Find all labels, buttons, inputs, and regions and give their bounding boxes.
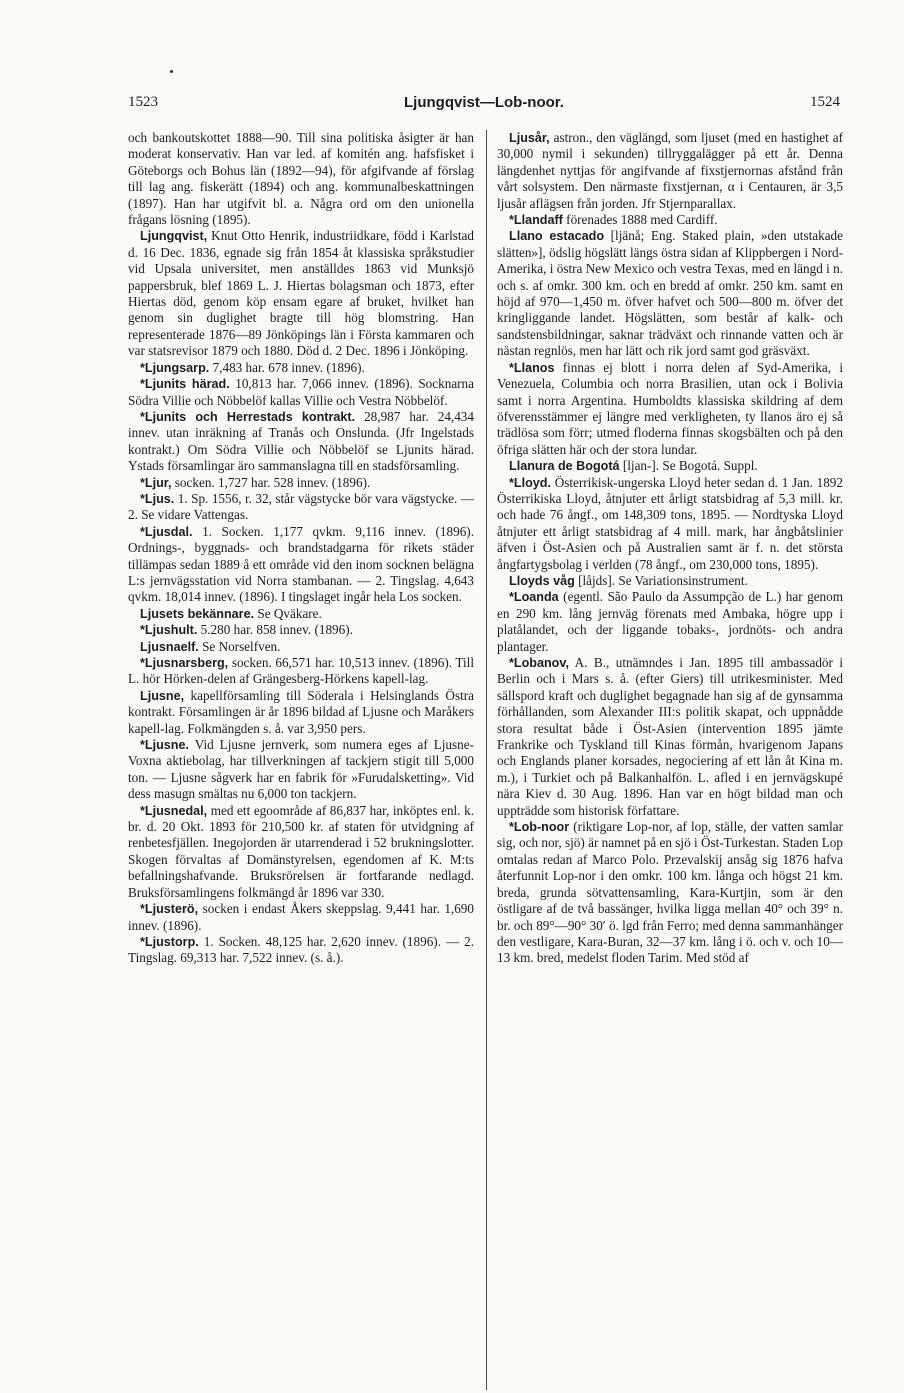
page-header [128, 94, 840, 114]
entry-headword: *Ljusdal. [140, 524, 193, 539]
dictionary-entry [128, 376, 474, 409]
entry-text: socken. 1,727 har. 528 innev. (1896). [171, 474, 371, 490]
page-number-left: 1523 [128, 94, 158, 110]
entry-text: [låjds]. Se Variationsinstrument. [574, 572, 748, 588]
dictionary-entry [128, 606, 474, 622]
dictionary-entry [128, 130, 474, 228]
entry-text: (egentl. São Paulo da Assumpção de L.) har genom en 290 km. lång jernväg förenats med Ambaka, högre upp i platålandet, och der liggande tobaks-, jordnöts- och andra plantager. [497, 589, 843, 654]
entry-headword: *Ljusnarsberg, [140, 656, 229, 670]
entry-text: 5.280 har. 858 innev. (1896). [197, 622, 353, 638]
entry-text: och bankoutskottet 1888—90. Till sina politiska åsigter är han moderat konservativ. Han var led. af komitén ang. hafsfisket i Göteborgs och Bohus län (1892—94), för afgifvande af förslag till lag ang. fiskerätt (1894) och ang. kommunalbeskattningen (1897). Han har utgifvit bl. a. Några ord om den unionella frågans lösning (1895). [128, 130, 474, 228]
dictionary-entry [497, 573, 843, 589]
entry-headword: *Ljustorp. [140, 934, 199, 949]
entry-headword: *Lob-noor [509, 820, 570, 835]
entry-headword: *Ljus. [140, 491, 175, 506]
entry-text: förenades 1888 med Cardiff. [562, 212, 718, 228]
dictionary-entry [128, 524, 474, 606]
entry-headword: Llanura de Bogotá [509, 459, 620, 474]
dictionary-entry [128, 622, 474, 638]
running-title: Ljungqvist—Lob-noor. [404, 94, 564, 111]
entry-text: kapellförsamling till Söderala i Helsinglands Östra kontrakt. Församlingen är år 1896 bildad af Ljusne och Maråkers kapell-lag. Folkmängden s. å. var 3,950 pers. [128, 687, 474, 736]
entry-headword: *Ljusne. [140, 738, 189, 753]
print-speck [170, 70, 173, 73]
entry-text: finnas ej blott i norra delen af Syd-Amerika, i Venezuela, Columbia och norra Brasilien, utan ock i Bolivia samt i norra Argentina. Humboldts klassiska skildring af dem öfverensstämmer ej längre med verkligheten, ty llanos äro ej så trädlösa som förr; utmed floderna finnas skogsbälten och på den öfriga slätten här och der stora lundar. [497, 359, 843, 457]
entry-headword: *Ljungsarp. [140, 360, 210, 375]
dictionary-entry [497, 228, 843, 359]
entry-headword: *Ljusnedal, [140, 803, 208, 818]
entry-text: socken i endast Åkers skeppslag. 9,441 har. 1,690 innev. (1896). [128, 901, 474, 933]
entry-headword: Ljungqvist, [140, 229, 208, 244]
entry-headword: Ljusnaelf. [140, 639, 199, 654]
entry-text: socken. 66,571 har. 10,513 innev. (1896). Till L. hör Hörken-delen af Grängesberg-Hörkens kapell-lag. [128, 655, 474, 687]
dictionary-entry [497, 655, 843, 819]
dictionary-entry [128, 360, 474, 376]
entry-headword: *Ljusterö, [140, 902, 199, 917]
entry-headword: Ljusets bekännare. [140, 606, 255, 621]
entry-text: (riktigare Lop-nor, af lop, ställe, der vatten samlar sig, och nor, sjö) är namnet på en sjö i Öst-Turkestan. Staden Lop omtalas redan af Marco Polo. Przevalskij ansåg sig 1876 hafva återfunnit Lop-nor i den omkr. 100 km. långa och högst 21 km. breda, grunda sötvattensamling, Kara-Kurtjin, som är den östligare af de två bassänger, hvilka ligga mellan 40° och 39° n. br. och 89°—90° 30′ ö. lgd från Ferro; med denna sammanhänger den vestligare, Kara-Buran, 32—37 km. lång i ö. och v. och 10—13 km. bred, medelst floden Tarim. Med stöd af [497, 819, 843, 966]
entry-headword: *Ljushult. [140, 623, 198, 638]
entry-headword: *Ljunits härad. [140, 377, 230, 392]
dictionary-entry [497, 360, 843, 458]
dictionary-entry [128, 688, 474, 737]
dictionary-entry [128, 934, 474, 967]
entry-text: Se Qväkare. [254, 605, 322, 621]
entry-text: Knut Otto Henrik, industriidkare, född i Karlstad d. 16 Dec. 1836, egnade sig från 1854 åt klassiska språkstudier vid Upsala universitet, men anställdes 1863 vid Munksjö pappersbruk, blef 1869 L. J. Hiertas bolagsman och 1873, efter Hiertas död, genom köp ensam egare af bruket, hvilket han genom sin duglighet bragte till hög blomstring. Han representerade 1876—89 Jönköpings län i Första kammaren och var statsrevisor 1879 och 1880. Död d. 2 Dec. 1896 i Jönköping. [128, 228, 474, 359]
entry-headword: *Llandaff [509, 213, 563, 228]
entry-text: A. B., utnämndes i Jan. 1895 till ambassadör i Berlin och i Mars s. å. (efter Giers) till utrikesminister. Med sällspord kraft och duglighet begagnade han sig af de gynsamma förhållanden, som Alexander III:s politik skapat, och uppnådde stora resultat både i Öst-Asien (intervention 1895 jämte Frankrike och Tyskland till Kinas förmån, hvarigenom Japans och Englands planer korsades, negociering af ett lån åt Kina m. m.), i Turkiet och på Balkanhalfön. L. afled i en jernvägskupé nära Kiev d. 30 Aug. 1896. Han var en högt bildad man och uppträdde som historisk författare. [497, 655, 843, 818]
right-column [497, 130, 843, 967]
column-divider [486, 130, 487, 1390]
entry-text: med ett egoområde af 86,837 har, inköptes enl. k. br. d. 20 Okt. 1893 för 210,500 kr. af staten för utvidgning af renbetesfjällen. Inegojorden är utarrenderad i 52 brukningslotter. Skogen förvaltas af Domänstyrelsen, egendomen af K. M:ts befallningshafvande. Bruksrörelsen är fortfarande nedlagd. Bruksförsamlingens folkmängd år 1896 var 330. [128, 802, 474, 900]
dictionary-entry [128, 803, 474, 901]
entry-headword: *Ljunits och Herrestads kontrakt. [140, 409, 356, 424]
dictionary-entry [497, 458, 843, 474]
dictionary-entry [128, 639, 474, 655]
dictionary-entry [128, 737, 474, 803]
entry-text: [ljänå; Eng. Staked plain, »den utstakade slätten»], ödslig högslätt längs östra sidan af Klippbergen i Nord-Amerika, i östra New Mexico och vestra Texas, med en längd i n. och s. af omkr. 300 km. och en bredd af omkr. 250 km. samt en höjd af 970—1,450 m. öfver hafvet och 500—800 m. öfver det kringliggande landet. Högslätten, som består af kalk- och sandstensbildningar, saknar trädväxt och rinnande vatten och är nästan regnlös, men har lätt och rik jord samt god gräsväxt. [497, 228, 843, 359]
dictionary-entry [497, 819, 843, 967]
entry-headword: Ljusår, [509, 131, 550, 145]
entry-text: Österrikisk-ungerska Lloyd heter sedan d. 1 Jan. 1892 Österrikiska Lloyd, åtnjuter ett årligt statsbidrag af 5,3 mill. kr. och hade 76 ångf., om 148,309 tons, 1895. — Nordtyska Lloyd åtnjuter ett årligt statsbidrag af 4 mill. mark, har ångbåtslinier äfven i Öst-Asien och på Australien samt är f. n. det största ångfartygsbolag i verlden (78 ångf., om 230,000 tons, 1895). [497, 474, 843, 572]
entry-text: astron., den väglängd, som ljuset (med en hastighet af 30,000 nymil i sekunden) tillryggalägger på ett år. Denna längdenhet nyttjas för angifvande af fixstjernornas afstånd från vårt solsystem. Den närmaste fixstjernan, α i Centauren, är 3,5 ljusår aflägsen från jorden. Jfr Stjernparallax. [497, 130, 843, 211]
entry-headword: *Lobanov, [509, 656, 569, 670]
dictionary-entry [128, 901, 474, 934]
entry-headword: *Llanos [509, 360, 555, 375]
dictionary-entry [128, 475, 474, 491]
entry-text: Vid Ljusne jernverk, som numera eges af Ljusne-Voxna aktiebolag, har tillverkningen af tackjern stigit till 5,000 ton. — Ljusne sågverk har en fabrik för »Furudalsketting». Vid dess masugn smältas nu 6,000 ton tackjern. [128, 737, 474, 802]
entry-headword: *Loanda [509, 590, 559, 605]
entry-headword: *Lloyd. [509, 475, 551, 490]
dictionary-entry [128, 491, 474, 524]
dictionary-entry [497, 589, 843, 655]
dictionary-entry [128, 228, 474, 359]
entry-text: 7,483 har. 678 innev. (1896). [209, 359, 365, 375]
dictionary-entry [497, 130, 843, 212]
entry-text: 1. Sp. 1556, r. 32, står vägstycke bör vara vägstycke. — 2. Se vidare Vattengas. [128, 490, 474, 523]
dictionary-entry [497, 475, 843, 573]
entry-text: [ljan-]. Se Bogotá. Suppl. [619, 458, 758, 474]
dictionary-entry [497, 212, 843, 228]
entry-text: 1. Socken. 48,125 har. 2,620 innev. (1896). — 2. Tingslag. 69,313 har. 7,522 innev. (s. å.). [128, 933, 474, 966]
entry-headword: Lloyds våg [509, 573, 575, 588]
dictionary-entry [128, 409, 474, 475]
left-column [128, 130, 474, 967]
entry-headword: Llano estacado [509, 229, 605, 244]
dictionary-entry [128, 655, 474, 688]
entry-text: 1. Socken. 1,177 qvkm. 9,116 innev. (1896). Ordnings-, byggnads- och brandstadgarna för rikets städer tillämpas sedan 1889 å ett område vid den inom socknen belägna L:s jernvägsstation vid Norra stambanan. — 2. Tingslag. 4,643 qvkm. 18,014 innev. (1896). I tingslaget ingår hela Los socken. [128, 523, 474, 605]
entry-headword: Ljusne, [140, 688, 185, 703]
entry-text: 10,813 har. 7,066 innev. (1896). Socknarna Södra Villie och Nöbbelöf kallas Villie och Vestra Nöbbelöf. [128, 376, 475, 408]
entry-headword: *Ljur, [140, 475, 172, 490]
entry-text: 28,987 har. 24,434 innev. utan inräkning af Tranås och Onslunda. (Jfr Ingelstads kontrakt.) Om Södra Villie och Nöbbelöf se Ljunits härad. Ystads församlingar äro sammanslagna till en stadsförsamling. [128, 408, 474, 474]
page-number-right: 1524 [810, 94, 840, 110]
entry-text: Se Norselfven. [198, 638, 281, 654]
